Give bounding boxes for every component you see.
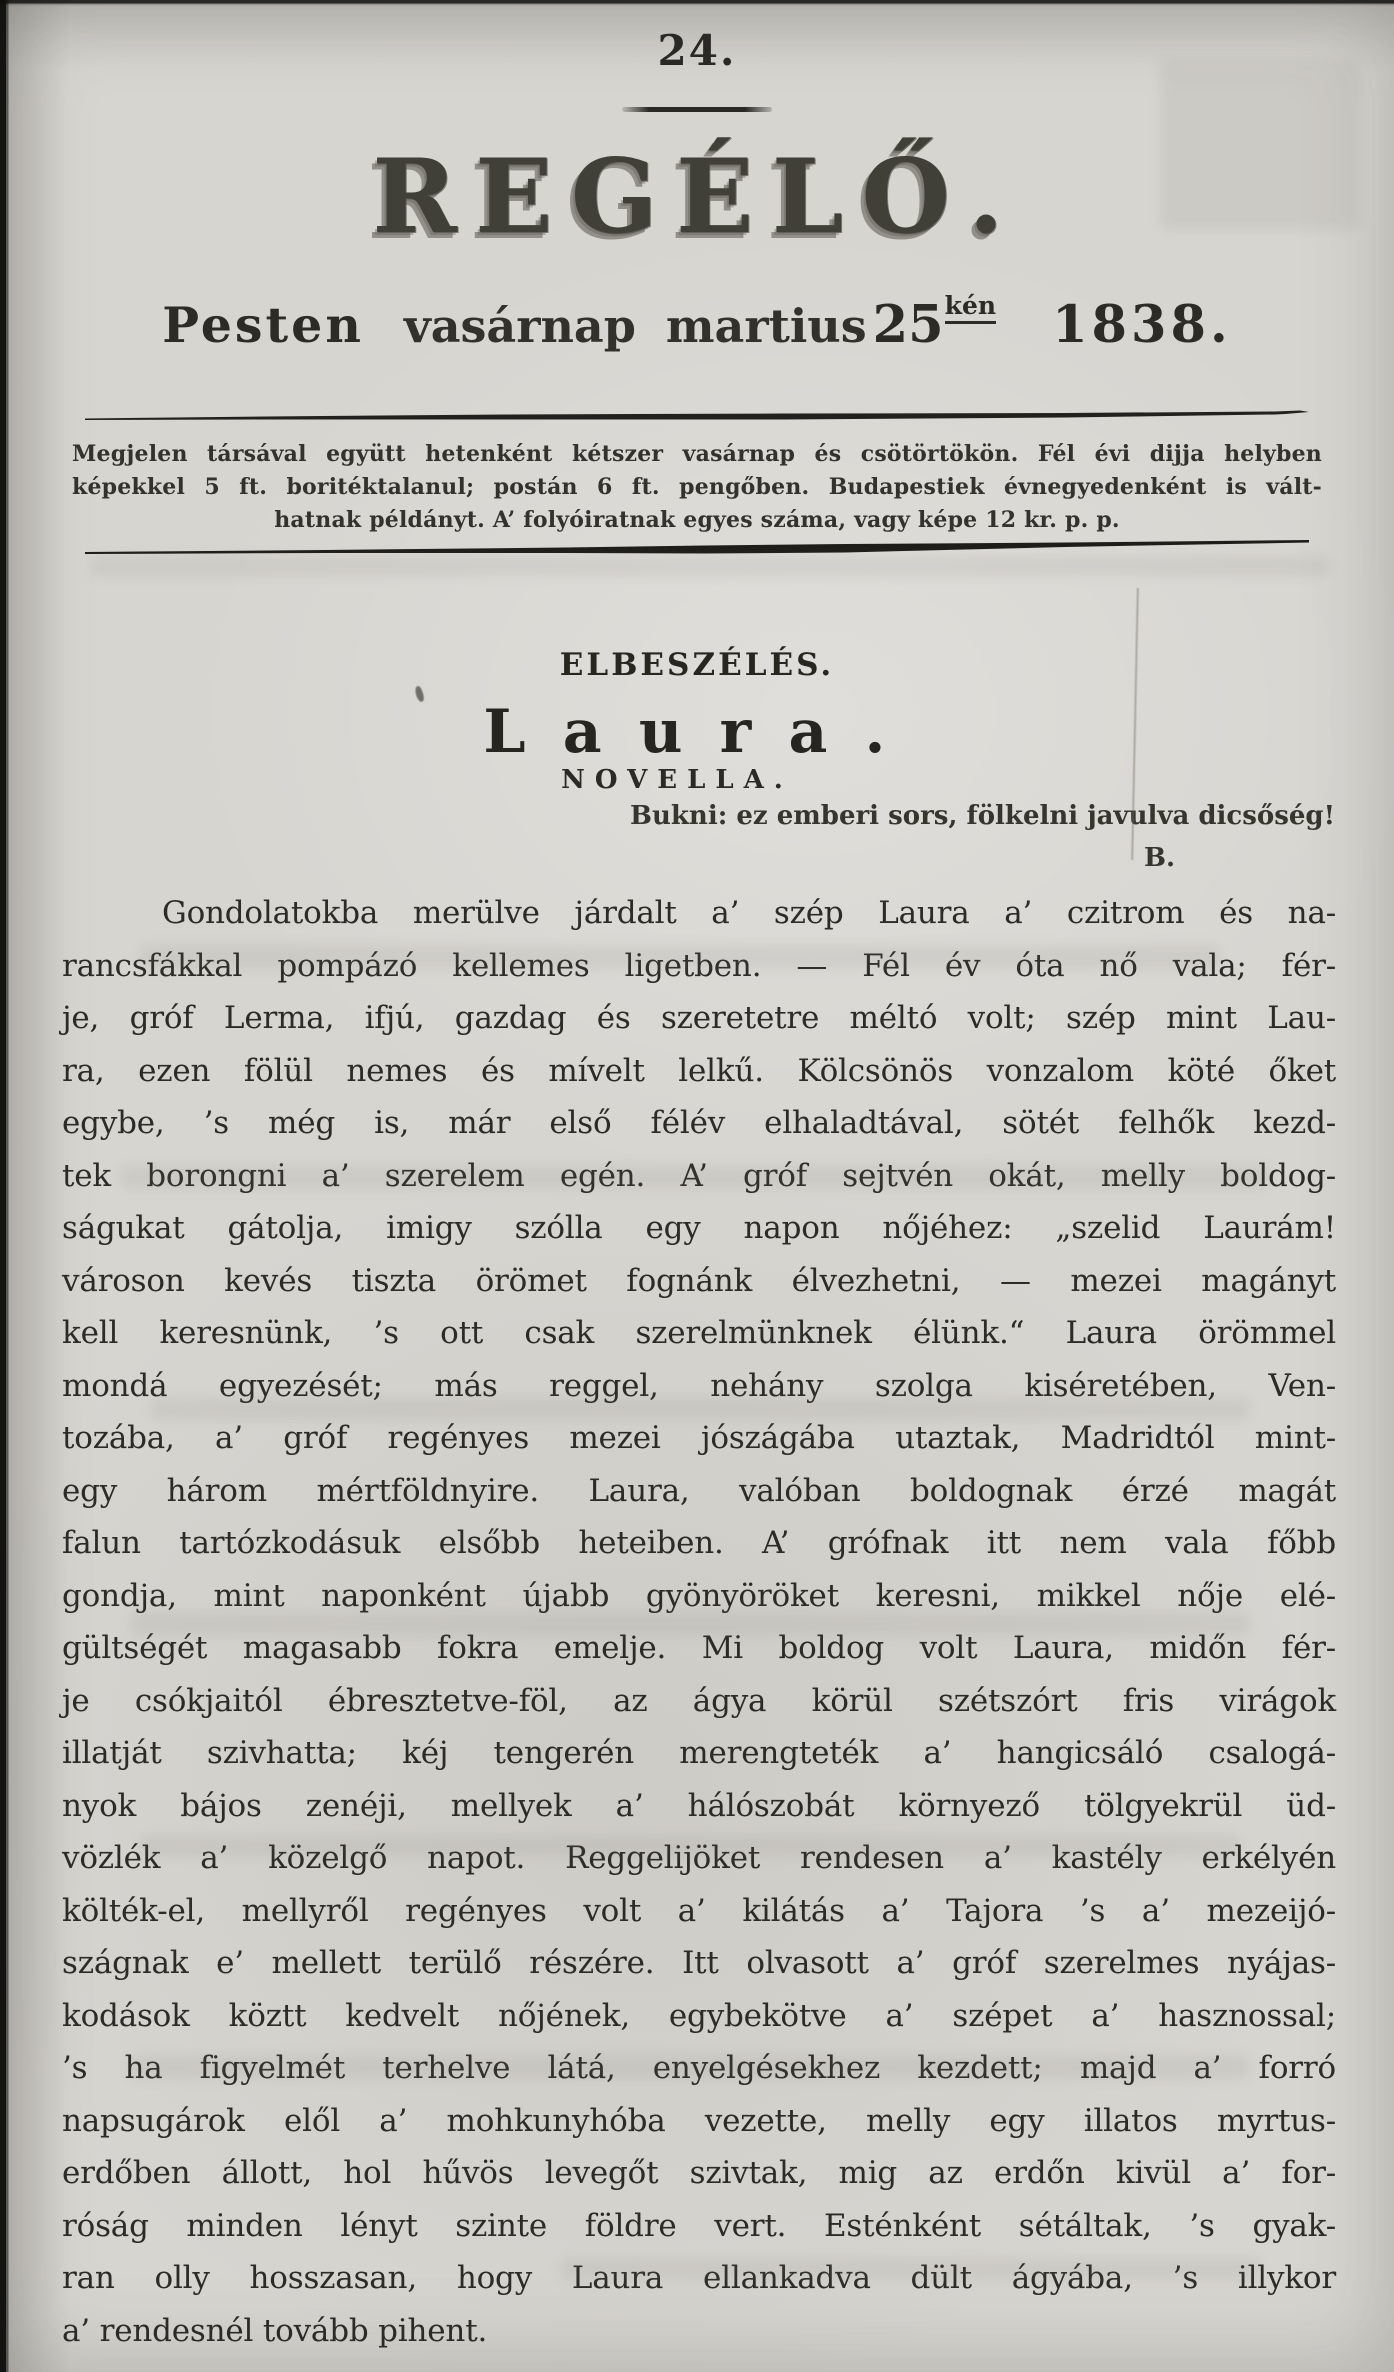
bleed-through-ghost xyxy=(140,945,1220,969)
story-text-line: kell keresnünk, ’s ott csak szerelmünknek élünk.“ Laura örömmel xyxy=(62,1315,1336,1351)
story-text-line: Gondolatokba merülve járdalt a’ szép Laura a’ czitrom és na- xyxy=(162,895,1336,931)
story-text-line: je csókjaitól ébresztetve-föl, az ágya körül szétszórt fris virágok xyxy=(62,1682,1336,1719)
story-text-line: tek borongni a’ szerelem egén. A’ gróf sejtvén okát, melly boldog- xyxy=(62,1157,1336,1194)
dateline-place: Pesten xyxy=(162,296,364,354)
story-text-line: illatját szivhatta; kéj tengerén merengteték a’ hangicsáló csalogá- xyxy=(62,1735,1336,1771)
subscription-line: Megjelen társával együtt hetenként kétszer vasárnap és csötörtökön. Fél évi dijja helyben xyxy=(72,441,1322,467)
bleed-through-ghost xyxy=(120,1165,1270,1189)
story-title: Laura. xyxy=(483,697,923,767)
story-text-line: a’ rendesnél tovább pihent. xyxy=(62,2312,488,2349)
issue-number: 24. xyxy=(657,26,737,75)
story-text-line: városon kevés tiszta örömet fognánk élvezhetni, — mezei magányt xyxy=(62,1262,1336,1299)
bleed-through-ghost xyxy=(90,556,1330,576)
bleed-through-ghost xyxy=(130,2055,1250,2079)
dateline xyxy=(0,272,1394,360)
story-text-line: róság minden lényt szinte földre vert. Esténként sétáltak, ’s gyak- xyxy=(62,2207,1336,2244)
scan-edge-left xyxy=(0,0,9,2372)
story-text-line: ságukat gátolja, imigy szólla egy napon nőjéhez: „szelid Laurám! xyxy=(62,1210,1336,1246)
bleed-through-ghost xyxy=(150,1398,1250,1420)
story-text-line: falun tartózkodásuk elsőbb heteiben. A’ grófnak itt nem vala főbb xyxy=(62,1525,1336,1561)
story-text-line: gültségét magasabb fokra emelje. Mi boldog volt Laura, midőn fér- xyxy=(62,1630,1336,1666)
bleed-through-ghost xyxy=(560,2258,1260,2280)
story-text-line: egy három mértföldnyire. Laura, valóban boldognak érzé magát xyxy=(62,1472,1336,1509)
story-text-line: ’s ha figyelmét terhelve látá, enyelgésekhez kezdett; majd a’ forró xyxy=(62,2050,1336,2086)
scan-edge-top xyxy=(0,0,1394,6)
motto-attribution: B. xyxy=(1143,843,1175,873)
story-text-line: je, gróf Lerma, ifjú, gazdag és szeretetre méltó volt; szép mint Lau- xyxy=(62,1000,1336,1036)
story-text-line: költék-el, mellyről regényes volt a’ kilátás a’ Tajora ’s a’ mezeijó- xyxy=(62,1892,1336,1929)
story-text-line: egybe, ’s még is, már első félév elhaladtával, sötét felhők kezd- xyxy=(62,1105,1336,1141)
issue-number-rule xyxy=(622,107,772,112)
story-text-line: nyok bájos zenéji, mellyek a’ hálószobát környező tölgyekrül üd- xyxy=(62,1787,1336,1824)
bleed-through-ghost xyxy=(1160,60,1360,230)
story-text-line: erdőben állott, hol hűvös levegőt szivtak, mig az erdőn kivül a’ for- xyxy=(62,2155,1336,2191)
dateline-month: martius xyxy=(665,299,867,353)
story-text-line: mondá egyezését; más reggel, nehány szolga kiséretében, Ven- xyxy=(62,1367,1336,1404)
story-text-line: vözlék a’ közelgő napot. Reggelijöket rendesen a’ kastély erkélyén xyxy=(62,1840,1336,1876)
story-text-line: ran olly hosszasan, hogy Laura ellankadva dült ágyába, ’s illykor xyxy=(62,2260,1336,2296)
story-text-line: rancsfákkal pompázó kellemes ligetben. — Fél év óta nő vala; fér- xyxy=(62,947,1336,984)
dateline-day xyxy=(872,291,997,355)
subscription-line: képekkel 5 ft. boritéktalanul; postán 6 ft. pengőben. Budapestiek évnegyedenként is vált- xyxy=(72,474,1322,500)
bleed-through-ghost xyxy=(130,1612,1250,1636)
masthead-title: REGÉLŐ. xyxy=(372,137,1022,257)
story-motto: Bukni: ez emberi sors, fölkelni javulva dicsőség! xyxy=(630,801,1335,831)
swelled-rule-top xyxy=(85,410,1309,424)
dateline-year: 1838. xyxy=(1052,295,1232,355)
story-text-line: gondja, mint naponként újabb gyönyöröket keresni, mikkel nője elé- xyxy=(62,1577,1336,1614)
article xyxy=(0,645,1394,2357)
story-text-line: napsugárok elől a’ mohkunyhóba vezette, melly egy illatos myrtus- xyxy=(62,2102,1336,2139)
story-text-line: tozába, a’ gróf regényes mezei jószágába utaztak, Madridtól mint- xyxy=(62,1420,1336,1456)
dateline-weekday: vasárnap xyxy=(403,299,636,353)
dateline-day-number: 25 xyxy=(872,295,944,355)
subscription-notice xyxy=(72,438,1322,537)
story-text-line: szágnak e’ mellett terülő részére. Itt olvasott a’ gróf szerelmes nyájas- xyxy=(62,1945,1336,1981)
story-text-line: ra, ezen fölül nemes és mívelt lelkű. Kölcsönös vonzalom köté őket xyxy=(62,1052,1336,1089)
story-genre: NOVELLA. xyxy=(561,765,793,795)
dateline-day-suffix: kén xyxy=(945,291,996,324)
story-text-line: kodások köztt kedvelt nőjének, egybekötve a’ szépet a’ hasznossal; xyxy=(62,1997,1336,2034)
section-heading: ELBESZÉLÉS. xyxy=(559,647,835,683)
bleed-through-ghost xyxy=(140,1835,1240,1857)
subscription-line: hatnak példányt. A’ folyóiratnak egyes száma, vagy képe 12 kr. p. p. xyxy=(274,507,1120,533)
